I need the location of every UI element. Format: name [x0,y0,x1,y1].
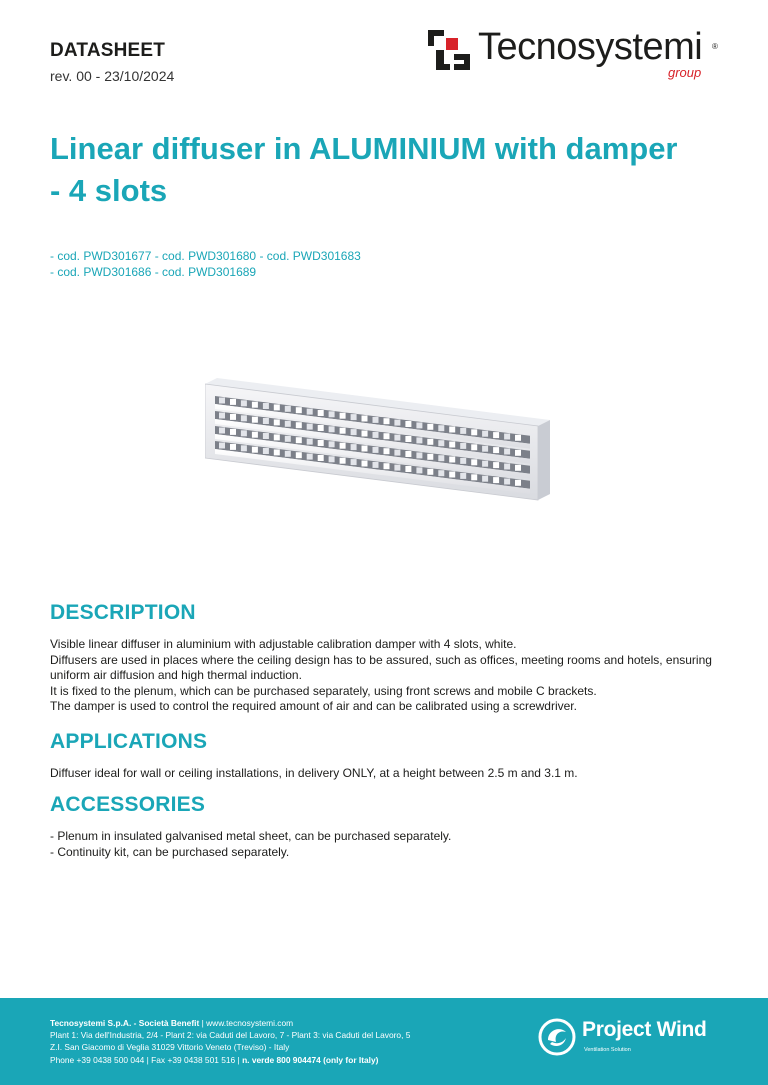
description-line: It is fixed to the plenum, which can be purchased separately, using front screws and mobile C brackets. [50,683,597,698]
damper-blade [241,445,247,451]
damper-blade [493,462,499,468]
damper-blade [307,454,313,460]
damper-blade [274,434,280,440]
damper-blade [285,451,291,457]
damper-blade [394,465,400,471]
damper-blade [482,476,488,482]
page-title: Linear diffuser in ALUMINIUM with damper - 4 slots [50,131,678,208]
damper-blade [373,447,379,453]
damper-blade [373,462,379,468]
damper-blade [515,480,521,486]
footer-address: Z.I. San Giacomo di Veglia 31029 Vittorio Veneto (Treviso) - Italy [50,1042,290,1053]
damper-blade [362,416,368,422]
damper-blade [384,448,390,454]
product-codes-line: - cod. PWD301686 - cod. PWD301689 [50,265,257,279]
damper-blade [438,440,444,446]
damper-blade [296,437,302,443]
damper-blade [340,428,346,434]
project-wind-logo [538,1016,728,1060]
footer-separator: | [146,1054,149,1065]
damper-blade [307,409,313,415]
description-text [50,637,730,715]
product-codes [50,248,361,280]
footer-website[interactable]: www.tecnosystemi.com [206,1018,294,1028]
doc-type: DATASHEET [50,40,166,61]
damper-blade [405,451,411,457]
damper-blade [340,413,346,419]
damper-blade [318,425,324,431]
damper-blade [504,449,510,455]
damper-blade [285,421,291,427]
damper-blade [329,426,335,432]
logo-wordmark: Tecnosystemi [478,26,703,68]
damper-blade [219,428,225,434]
damper-blade [460,443,466,449]
footer-fax: Fax +39 0438 501 516 [151,1054,236,1065]
damper-blade [515,465,521,471]
damper-blade [252,417,258,423]
damper-blade [296,452,302,458]
damper-blade [219,413,225,419]
damper-blade [285,406,291,412]
damper-blade [362,446,368,452]
damper-blade [340,458,346,464]
damper-blade [318,440,324,446]
damper-blade [449,427,455,433]
damper-blade [394,420,400,426]
damper-blade [274,419,280,425]
damper-blade [405,421,411,427]
damper-blade [504,479,510,485]
damper-blade [351,444,357,450]
damper-blade [427,454,433,460]
tecnosystemi-logo [428,28,728,84]
damper-blade [471,474,477,480]
damper-blade [515,435,521,441]
logo-group-text: group [668,65,702,80]
damper-blade [318,455,324,461]
footer-toll-free: n. verde 800 904474 (only for Italy) [242,1054,379,1065]
description-line: The damper is used to control the required amount of air and can be calibrated using a screwdriver. [50,699,577,714]
damper-blade [384,463,390,469]
damper-blade [504,434,510,440]
damper-blade [318,410,324,416]
damper-blade [416,452,422,458]
applications-text [50,766,730,782]
damper-blade [471,459,477,465]
damper-blade [241,415,247,421]
damper-blade [493,447,499,453]
applications-line: Diffuser ideal for wall or ceiling installations, in delivery ONLY, at a height between 2.5 m and 3.1 m. [50,766,578,780]
damper-blade [241,400,247,406]
damper-blade [405,436,411,442]
damper-blade [351,414,357,420]
accessories-line: - Plenum in insulated galvanised metal sheet, can be purchased separately. [50,829,452,843]
damper-blade [230,399,236,405]
damper-blade [241,430,247,436]
damper-blade [416,422,422,428]
damper-blade [263,448,269,454]
damper-blade [438,455,444,461]
damper-blade [351,459,357,465]
damper-blade [438,470,444,476]
accessories-line: - Continuity kit, can be purchased separately. [50,844,290,859]
damper-blade [460,458,466,464]
description-line: Visible linear diffuser in aluminium with adjustable calibration damper with 4 slots, white. [50,637,517,651]
damper-blade [252,432,258,438]
damper-blade [515,450,521,456]
damper-blade [329,456,335,462]
footer [0,998,768,1085]
damper-blade [493,432,499,438]
logo-registered-mark: ® [712,42,718,51]
damper-blade [362,461,368,467]
damper-blade [427,469,433,475]
damper-blade [274,404,280,410]
damper-blade [394,450,400,456]
footer-separator: | [237,1054,240,1065]
header-left [50,40,174,84]
project-wind-icon [538,1018,576,1056]
accessories-heading: ACCESSORIES [50,793,206,816]
damper-blade [263,418,269,424]
damper-blade [449,472,455,478]
damper-blade [504,464,510,470]
tecnosystemi-logo-icon [428,30,470,70]
applications-heading: APPLICATIONS [50,730,208,753]
footer-plants: Plant 1: Via dell'Industria, 2/4 - Plant 2: via Caduti del Lavoro, 7 - Plant 3: via Caduti del Lavoro, 5 [50,1030,411,1041]
damper-blade [373,432,379,438]
footer-separator: | [201,1018,204,1028]
damper-blade [449,457,455,463]
project-wind-tagline: Ventilation Solution [584,1047,631,1053]
damper-blade [460,473,466,479]
damper-blade [471,429,477,435]
damper-blade [438,425,444,431]
damper-blade [252,402,258,408]
damper-blade [252,447,258,453]
damper-blade [263,403,269,409]
damper-blade [329,411,335,417]
damper-blade [373,417,379,423]
damper-blade [230,429,236,435]
damper-blade [296,407,302,413]
damper-blade [416,467,422,473]
damper-blade [384,418,390,424]
revision: rev. 00 - 23/10/2024 [50,68,175,84]
description-line: Diffusers are used in places where the ceiling design has to be assured, such as offices, meeting rooms and hotels, ensuring uniform air diffusion and high thermal induction. [50,652,712,683]
damper-blade [493,477,499,483]
damper-blade [482,431,488,437]
accessories-text [50,829,730,860]
footer-contact [50,1017,410,1066]
damper-blade [471,444,477,450]
damper-blade [230,414,236,420]
damper-blade [394,435,400,441]
description-heading: DESCRIPTION [50,601,196,624]
damper-blade [460,428,466,434]
damper-blade [449,442,455,448]
linear-diffuser-image [205,378,550,506]
damper-blade [416,437,422,443]
damper-blade [482,461,488,467]
damper-blade [340,443,346,449]
damper-blade [307,424,313,430]
damper-blade [274,449,280,455]
damper-blade [329,441,335,447]
product-codes-line: - cod. PWD301677 - cod. PWD301680 - cod. PWD301683 [50,249,361,263]
project-wind-name: Project Wind [582,1018,707,1041]
damper-blade [219,443,225,449]
damper-blade [384,433,390,439]
damper-blade [219,398,225,404]
damper-blade [362,431,368,437]
damper-blade [263,433,269,439]
footer-company: Tecnosystemi S.p.A. - Società Benefit [50,1018,200,1028]
damper-blade [351,429,357,435]
damper-blade [427,439,433,445]
damper-blade [296,422,302,428]
damper-blade [285,436,291,442]
damper-blade [427,424,433,430]
damper-blade [230,444,236,450]
footer-phone: Phone +39 0438 500 044 [50,1054,145,1065]
damper-blade [307,439,313,445]
damper-blade [405,466,411,472]
damper-blade [482,446,488,452]
